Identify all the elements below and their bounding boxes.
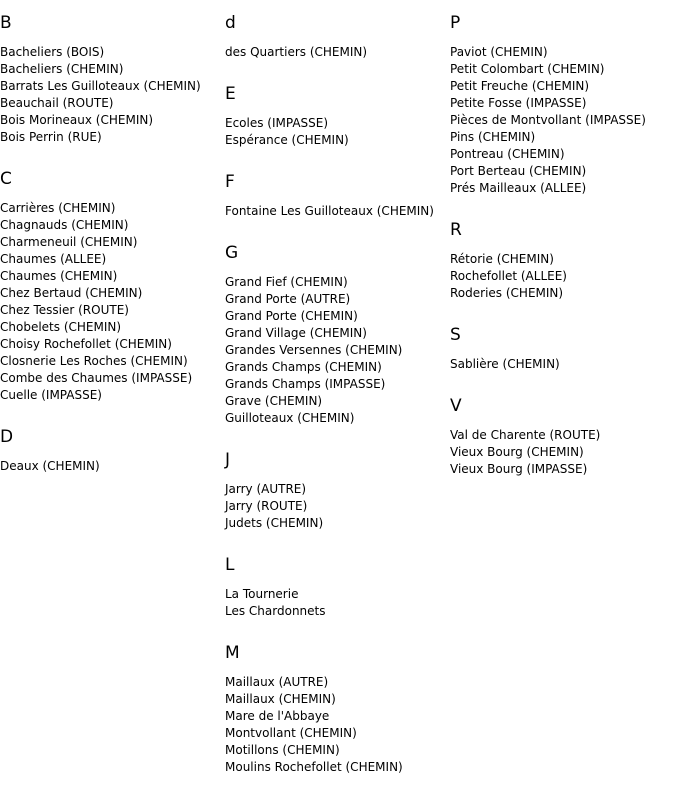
street-name: des Quartiers (CHEMIN) [225,45,368,59]
street-name: Moulins Rochefollet (CHEMIN) [225,760,403,774]
street-name: Fontaine Les Guilloteaux (CHEMIN) [225,204,434,218]
street-name: Grands Champs (IMPASSE) [225,377,386,391]
street-name: Grand Village (CHEMIN) [225,326,367,340]
section-letter: d [225,13,236,33]
section-letter: P [450,13,461,33]
street-list [0,458,225,475]
street-name: Cuelle (IMPASSE) [0,388,102,402]
street-name: Chobelets (CHEMIN) [0,320,122,334]
letter-section [450,13,675,197]
street-list [225,274,450,427]
section-letter: B [0,13,12,33]
street-name: Bacheliers (BOIS) [0,45,105,59]
street-name: Rétorie (CHEMIN) [450,252,554,266]
street-name: La Tournerie [225,587,299,601]
street-name: Vieux Bourg (CHEMIN) [450,445,584,459]
section-letter: R [450,220,462,240]
street-name: Jarry (ROUTE) [225,499,308,513]
street-name: Paviot (CHEMIN) [450,45,548,59]
street-name: Rochefollet (ALLEE) [450,269,567,283]
street-name: Grands Champs (CHEMIN) [225,360,382,374]
section-letter: C [0,169,12,189]
street-list [225,115,450,149]
street-list [225,203,450,220]
street-list [225,44,450,61]
letter-section [450,220,675,302]
section-letter: D [0,427,14,447]
street-list [0,44,225,146]
street-name: Grandes Versennes (CHEMIN) [225,343,403,357]
section-letter: G [225,243,239,263]
street-name: Grand Porte (CHEMIN) [225,309,358,323]
street-name: Closnerie Les Roches (CHEMIN) [0,354,188,368]
letter-section [225,84,450,149]
street-name: Chaumes (CHEMIN) [0,269,118,283]
street-name: Petit Colombart (CHEMIN) [450,62,605,76]
street-name: Carrières (CHEMIN) [0,201,116,215]
street-list [450,44,675,197]
street-name: Roderies (CHEMIN) [450,286,564,300]
letter-section [225,13,450,61]
street-name: Barrats Les Guilloteaux (CHEMIN) [0,79,201,93]
street-name: Guilloteaux (CHEMIN) [225,411,355,425]
street-name: Chez Bertaud (CHEMIN) [0,286,143,300]
street-list [450,356,675,373]
street-name: Pontreau (CHEMIN) [450,147,565,161]
section-letter: E [225,84,236,104]
letter-section [225,450,450,532]
letter-section [0,427,225,475]
street-name: Maillaux (AUTRE) [225,675,329,689]
street-name: Pins (CHEMIN) [450,130,536,144]
letter-section [225,172,450,220]
street-list [0,200,225,404]
street-name: Deaux (CHEMIN) [0,459,100,473]
street-list [450,427,675,478]
street-name: Vieux Bourg (IMPASSE) [450,462,588,476]
street-list [225,586,450,620]
street-name: Jarry (AUTRE) [225,482,307,496]
section-letter: J [225,450,231,470]
street-name: Judets (CHEMIN) [225,516,324,530]
street-name: Mare de l'Abbaye [225,709,330,723]
street-name: Port Berteau (CHEMIN) [450,164,587,178]
letter-section [225,243,450,427]
street-name: Bacheliers (CHEMIN) [0,62,124,76]
section-letter: F [225,172,235,192]
letter-section [225,643,450,776]
letter-section [225,555,450,620]
letter-section [450,396,675,478]
street-name: Petit Freuche (CHEMIN) [450,79,590,93]
street-name: Chagnauds (CHEMIN) [0,218,129,232]
street-name: Grand Fief (CHEMIN) [225,275,348,289]
street-name: Maillaux (CHEMIN) [225,692,336,706]
street-name: Chez Tessier (ROUTE) [0,303,129,317]
street-name: Montvollant (CHEMIN) [225,726,357,740]
street-index-column-1 [0,0,225,475]
street-name: Sablière (CHEMIN) [450,357,560,371]
letter-section [0,13,225,146]
street-name: Espérance (CHEMIN) [225,133,349,147]
street-name: Ecoles (IMPASSE) [225,116,329,130]
section-letter: M [225,643,240,663]
street-name: Grave (CHEMIN) [225,394,323,408]
letter-section [450,325,675,373]
street-name: Choisy Rochefollet (CHEMIN) [0,337,172,351]
section-letter: S [450,325,461,345]
street-name: Charmeneuil (CHEMIN) [0,235,138,249]
street-name: Bois Perrin (RUE) [0,130,102,144]
street-index-column-2 [225,0,450,776]
street-name: Chaumes (ALLEE) [0,252,107,266]
street-name: Pièces de Montvollant (IMPASSE) [450,113,646,127]
street-list [225,674,450,776]
street-name: Val de Charente (ROUTE) [450,428,601,442]
street-name: Combe des Chaumes (IMPASSE) [0,371,193,385]
street-name: Prés Mailleaux (ALLEE) [450,181,587,195]
street-name: Motillons (CHEMIN) [225,743,340,757]
street-name: Grand Porte (AUTRE) [225,292,351,306]
street-name: Bois Morineaux (CHEMIN) [0,113,154,127]
section-letter: V [450,396,462,416]
street-index-column-3 [450,0,675,478]
section-letter: L [225,555,235,575]
letter-section [0,169,225,404]
street-name: Petite Fosse (IMPASSE) [450,96,587,110]
street-list [450,251,675,302]
street-name: Beauchail (ROUTE) [0,96,114,110]
street-name: Les Chardonnets [225,604,326,618]
street-list [225,481,450,532]
